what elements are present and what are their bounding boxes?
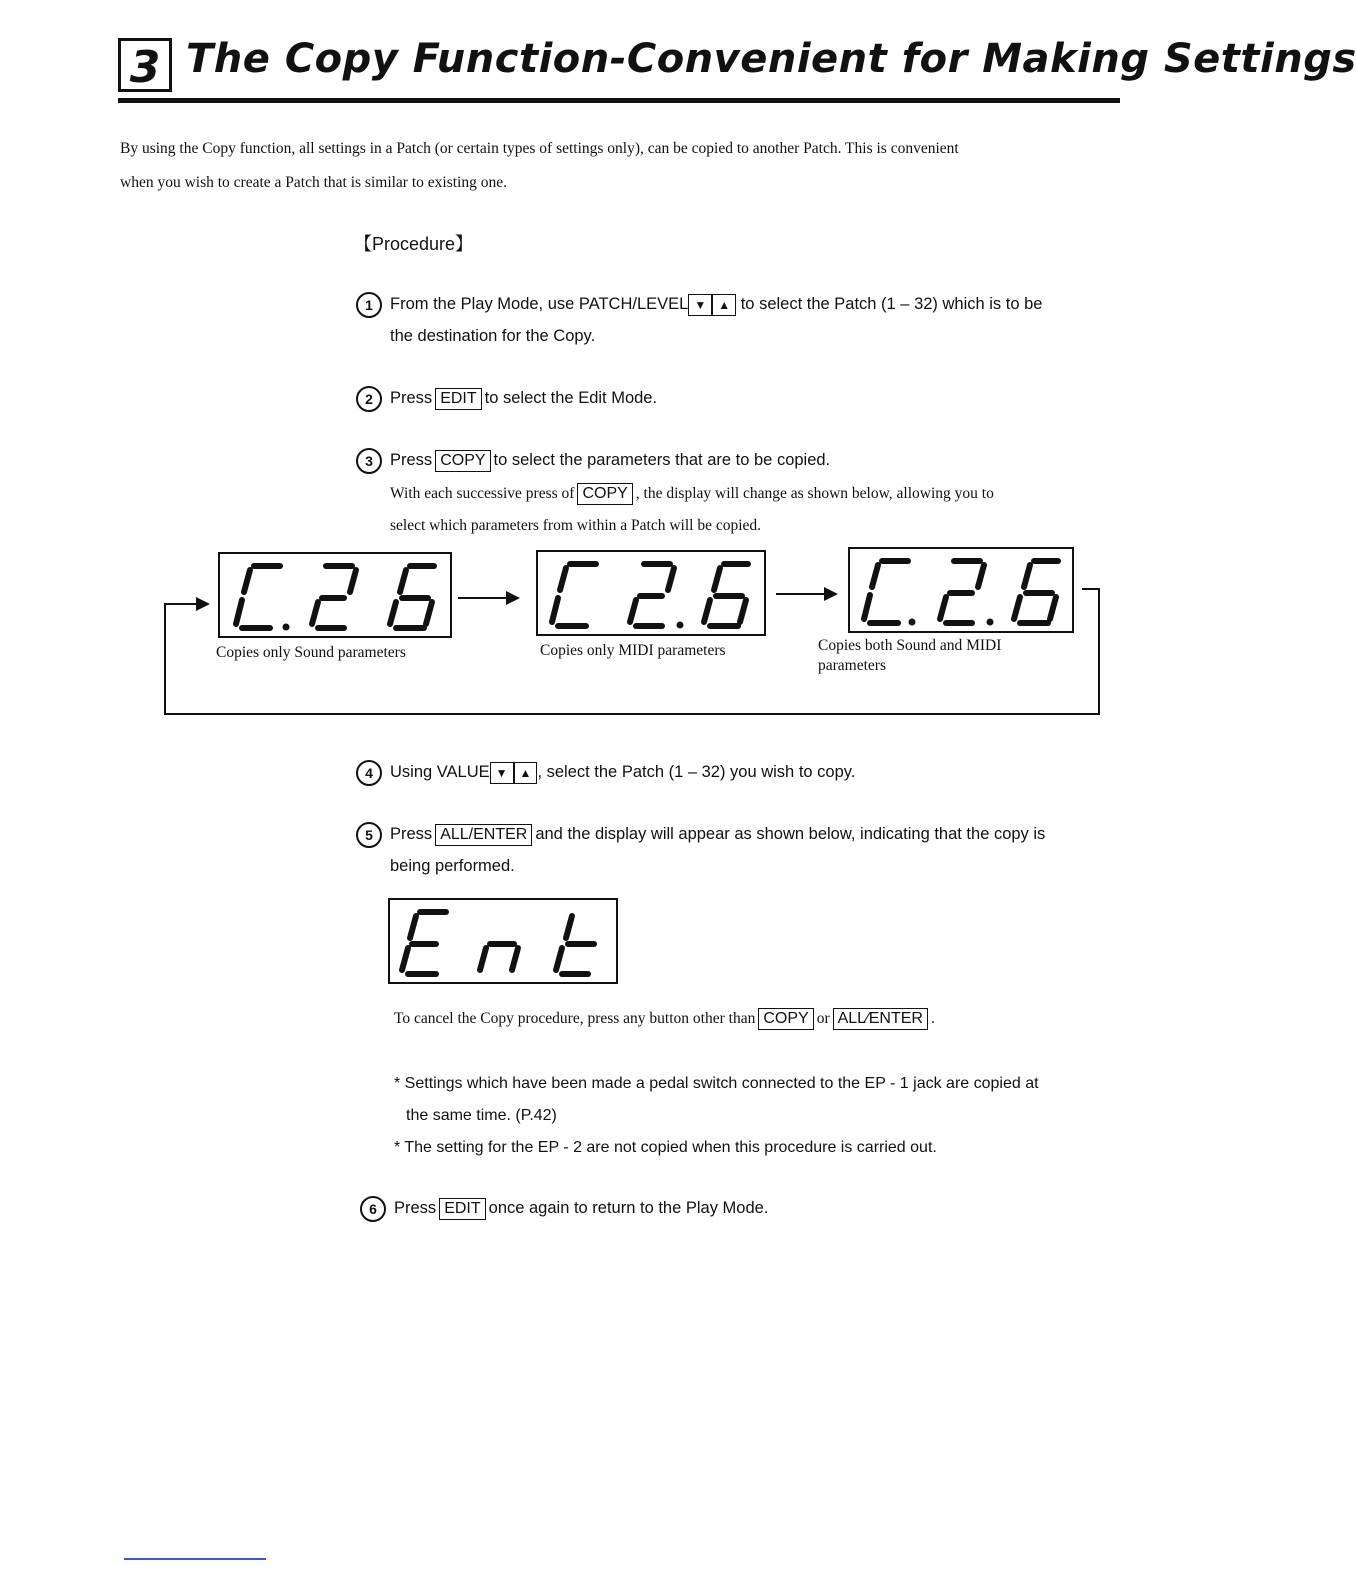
arrow-line bbox=[458, 597, 508, 599]
step-number: 2 bbox=[356, 386, 382, 412]
step-3: 3 Press COPY to select the parameters that are to be copied. With each successive press of COPY , the display will change as shown below, allowing you to select which parameters from within a Patch will be copied. bbox=[356, 444, 1126, 542]
intro-line-2: when you wish to create a Patch that is similar to existing one. bbox=[120, 174, 507, 191]
up-key: ▲ bbox=[514, 762, 538, 784]
edit-key: EDIT bbox=[435, 388, 481, 410]
all-enter-key: ALL/ENTER bbox=[435, 824, 532, 846]
note-1b: the same time. (P.42) bbox=[406, 1107, 557, 1124]
lcd-digits bbox=[390, 900, 616, 982]
display-midi bbox=[536, 550, 766, 636]
arrow-right-icon bbox=[506, 591, 520, 605]
step-number: 6 bbox=[360, 1196, 386, 1222]
all-enter-key: ALL∕ENTER bbox=[833, 1008, 928, 1030]
intro-paragraph bbox=[120, 132, 1120, 200]
display-entering bbox=[388, 898, 618, 984]
section-number: 3 bbox=[118, 38, 172, 92]
procedure-heading: 【Procedure】 bbox=[354, 234, 474, 254]
up-key: ▲ bbox=[712, 294, 736, 316]
loop-line bbox=[164, 603, 200, 605]
lcd-digits bbox=[220, 554, 450, 636]
display-caption: Copies both Sound and MIDI parameters bbox=[818, 637, 1002, 674]
arrow-right-icon bbox=[824, 587, 838, 601]
display-both bbox=[848, 547, 1074, 633]
step-number: 5 bbox=[356, 822, 382, 848]
step-5: 5 Press ALL/ENTER and the display will appear as shown below, indicating that the copy is being performed. bbox=[356, 818, 1126, 882]
loop-line bbox=[1082, 588, 1100, 590]
intro-line-1: By using the Copy function, all settings in a Patch (or certain types of settings only), can be copied to another Patch. This is convenient bbox=[120, 140, 959, 157]
lcd-digits bbox=[538, 552, 764, 634]
step-4: 4 Using VALUE ▼ ▲ , select the Patch (1 – 32) you wish to copy. bbox=[356, 756, 1126, 788]
loop-line bbox=[164, 605, 166, 715]
step-number: 4 bbox=[356, 760, 382, 786]
down-key: ▼ bbox=[490, 762, 514, 784]
step-6: 6 Press EDIT once again to return to the Play Mode. bbox=[360, 1192, 1130, 1224]
step-2: 2 Press EDIT to select the Edit Mode. bbox=[356, 382, 1126, 414]
step-number: 1 bbox=[356, 292, 382, 318]
notes bbox=[394, 1068, 1134, 1164]
copy-key: COPY bbox=[435, 450, 490, 472]
title-rule bbox=[118, 98, 1120, 103]
step-1: 1 From the Play Mode, use PATCH/LEVEL ▼ ▲ to select the Patch (1 – 32) which is to be the destination for the Copy. bbox=[356, 288, 1126, 352]
note-1: * Settings which have been made a pedal switch connected to the EP - 1 jack are copied at bbox=[394, 1075, 1039, 1092]
arrow-line bbox=[776, 593, 826, 595]
display-caption: Copies only Sound parameters bbox=[216, 644, 406, 661]
lcd-digits bbox=[850, 549, 1072, 631]
arrow-right-icon bbox=[196, 597, 210, 611]
step-number: 3 bbox=[356, 448, 382, 474]
section-title: The Copy Function-Convenient for Making Settings bbox=[186, 36, 1357, 82]
display-caption: Copies only MIDI parameters bbox=[540, 642, 726, 659]
note-2: * The setting for the EP - 2 are not copied when this procedure is carried out. bbox=[394, 1139, 937, 1156]
loop-line bbox=[164, 713, 1100, 715]
down-key: ▼ bbox=[688, 294, 712, 316]
page-title bbox=[118, 34, 1357, 106]
footer-rule bbox=[124, 1558, 266, 1560]
edit-key: EDIT bbox=[439, 1198, 485, 1220]
copy-key: COPY bbox=[577, 483, 632, 505]
loop-line bbox=[1098, 588, 1100, 715]
copy-key: COPY bbox=[758, 1008, 813, 1030]
display-sound bbox=[218, 552, 452, 638]
cancel-note: To cancel the Copy procedure, press any button other than COPY or ALL∕ENTER . bbox=[394, 1008, 935, 1030]
